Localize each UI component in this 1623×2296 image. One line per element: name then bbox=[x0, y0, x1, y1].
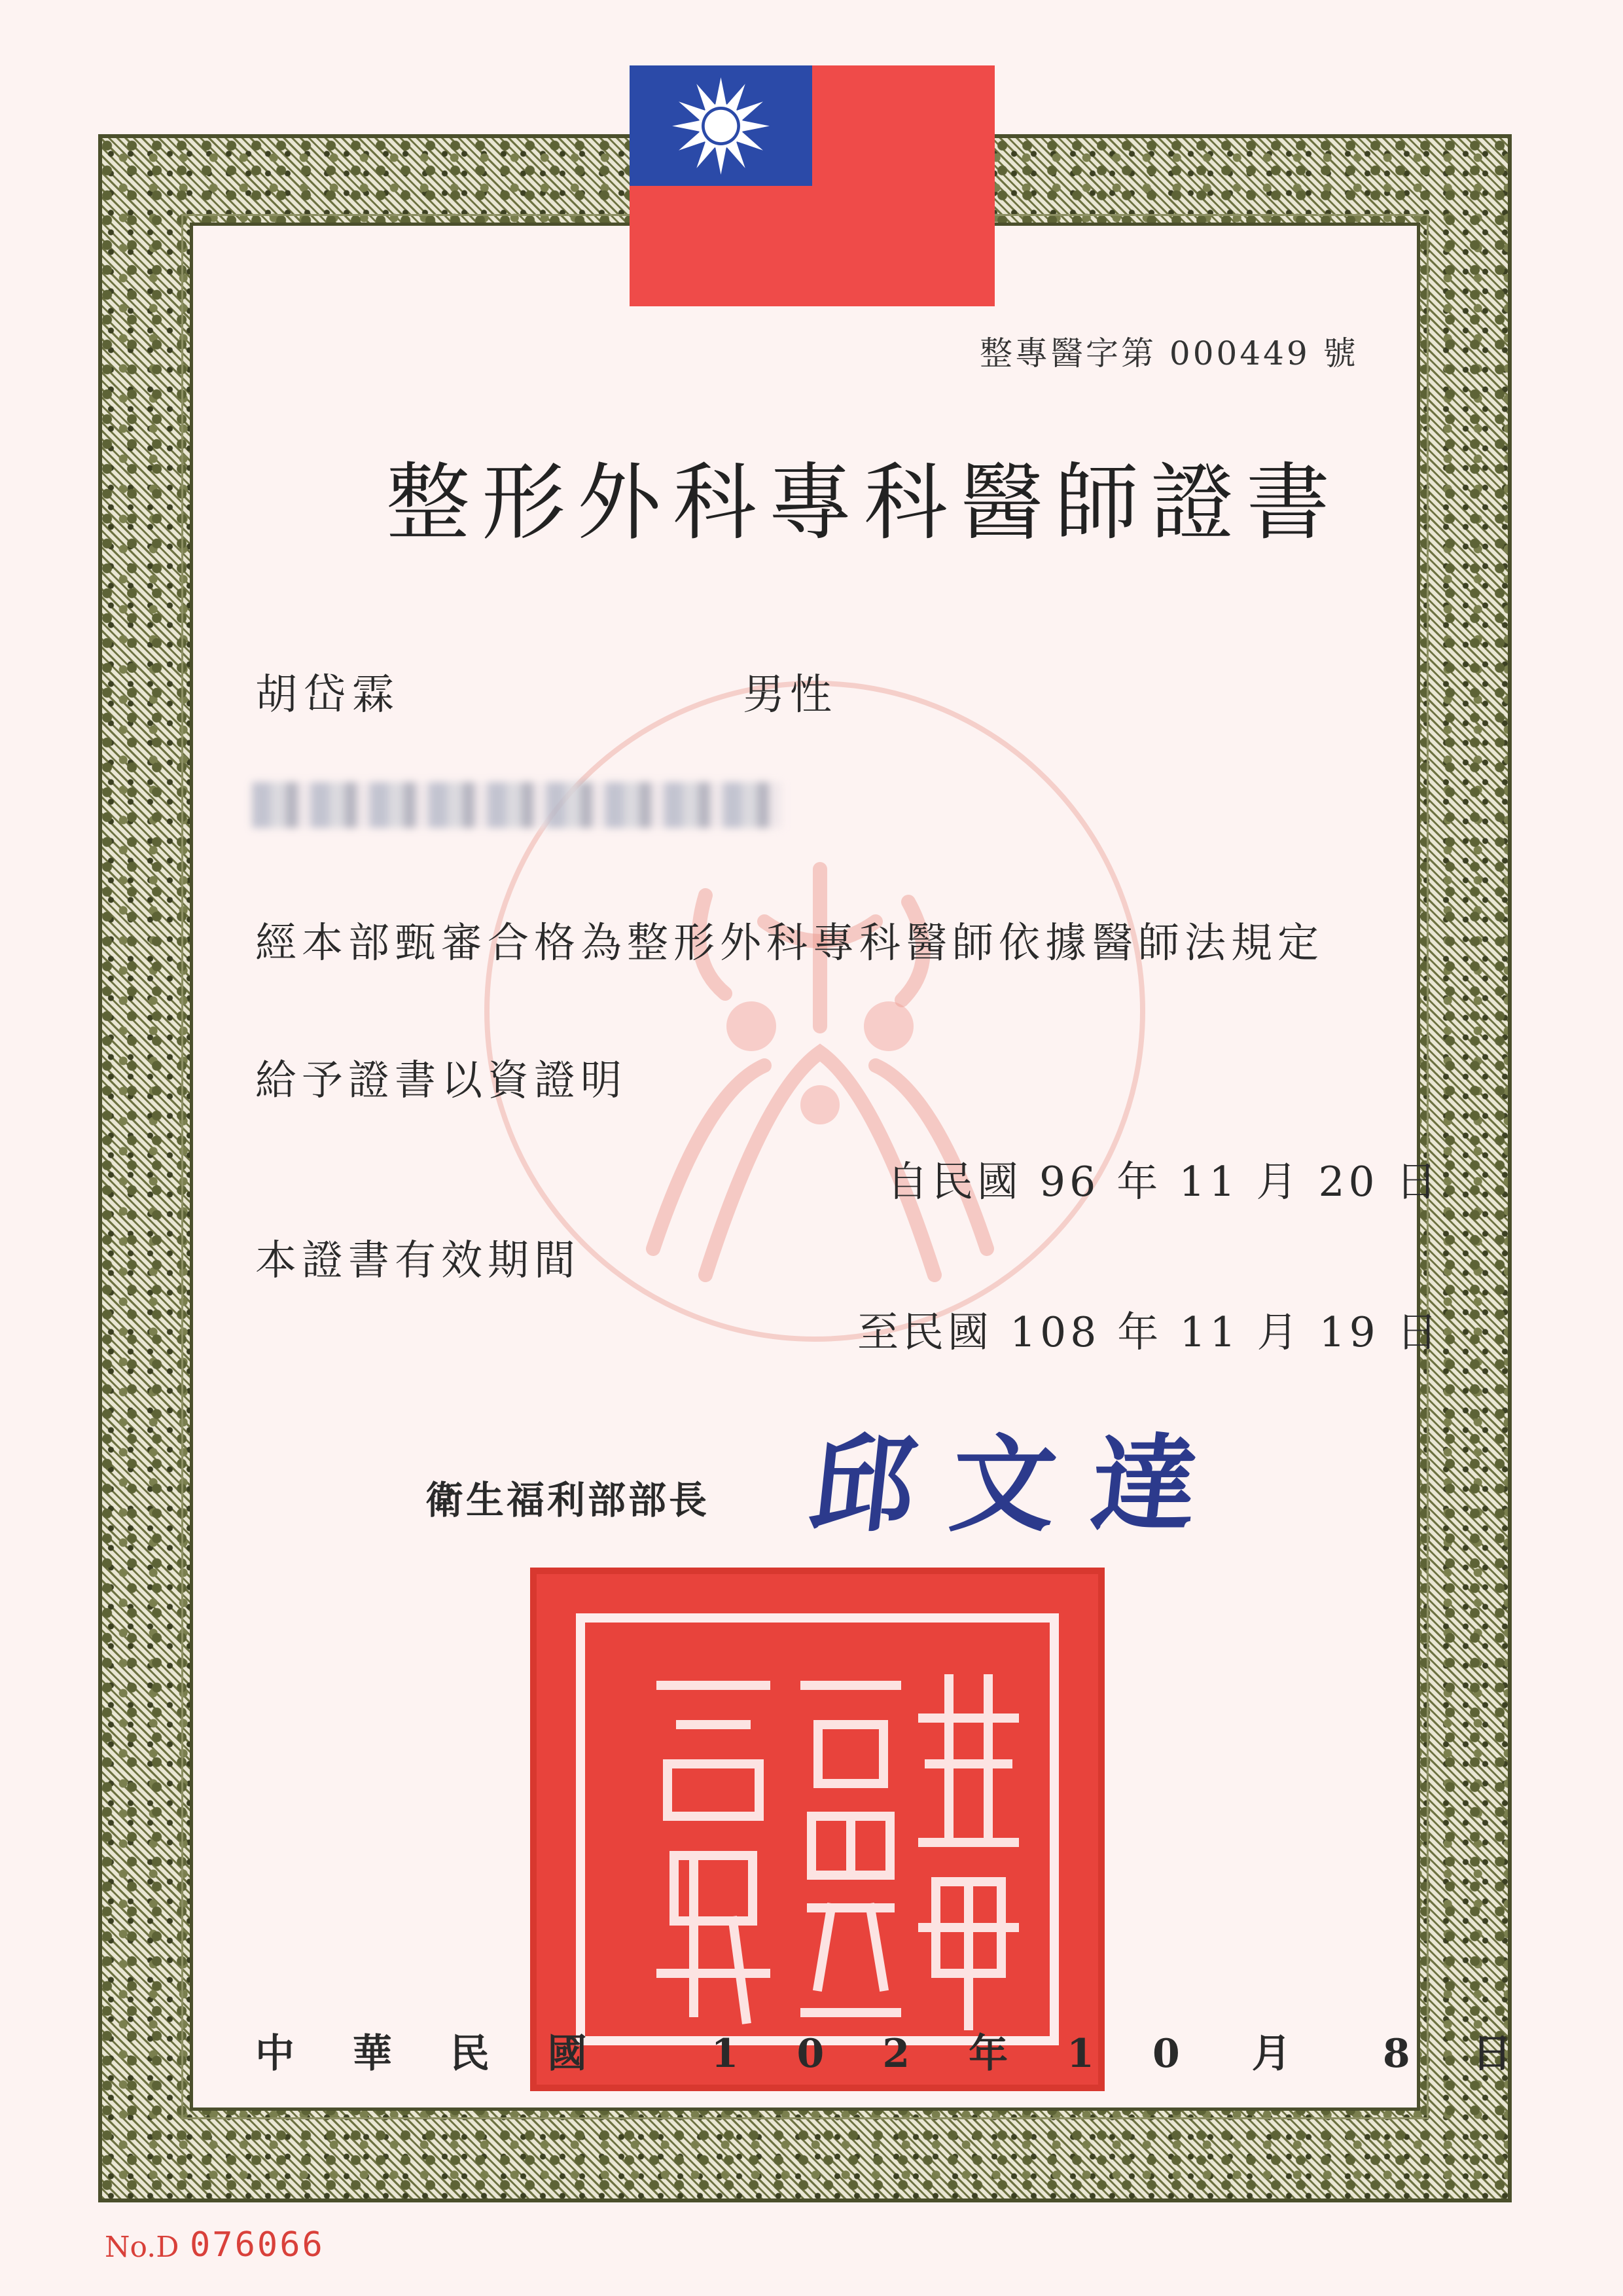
issue-day-unit: 日 bbox=[1472, 2031, 1512, 2077]
holder-name: 胡岱霖 bbox=[255, 671, 401, 719]
certificate-body-line-1: 經本部甄審合格為整形外科專科醫師依據醫師法規定 bbox=[255, 919, 1324, 967]
issue-date bbox=[255, 2022, 1518, 2079]
flag-canton bbox=[630, 65, 812, 186]
redacted-id-field bbox=[252, 782, 782, 828]
validity-period-label: 本證書有效期間 bbox=[255, 1236, 580, 1284]
certificate-title: 整形外科專科醫師證書 bbox=[386, 454, 1342, 552]
serial-number: 076066 bbox=[190, 2225, 325, 2265]
minister-signature: 邱文達 bbox=[804, 1423, 1240, 1546]
holder-gender: 男性 bbox=[743, 671, 837, 719]
validity-end-date: 至民國 108 年 11 月 19 日 bbox=[857, 1308, 1442, 1356]
white-sun-icon bbox=[670, 75, 772, 177]
issue-month-digit-1: 1 bbox=[1067, 2031, 1094, 2077]
issue-date-era: 中 華 民 國 bbox=[255, 2031, 609, 2077]
issue-month-digit-2: 0 bbox=[1152, 2031, 1180, 2077]
validity-start-date: 自民國 96 年 11 月 20 日 bbox=[887, 1158, 1441, 1206]
ministry-watermark-emblem bbox=[484, 681, 1145, 1342]
national-flag bbox=[630, 65, 995, 306]
official-seal bbox=[530, 1568, 1105, 2091]
issue-year-digit-3: 2 bbox=[882, 2031, 910, 2077]
issue-year-digit-2: 0 bbox=[796, 2031, 825, 2077]
minister-title: 衛生福利部部長 bbox=[425, 1478, 710, 1522]
serial-prefix: No.D bbox=[105, 2231, 179, 2264]
issue-year-unit: 年 bbox=[969, 2031, 1008, 2077]
issue-day: 8 bbox=[1382, 2031, 1410, 2077]
issue-month-unit: 月 bbox=[1251, 2031, 1291, 2077]
certificate-number: 整專醫字第 000449 號 bbox=[980, 334, 1359, 372]
certificate-body-line-2: 給予證書以資證明 bbox=[255, 1056, 627, 1104]
issue-year-digit-1: 1 bbox=[711, 2031, 739, 2077]
seal-characters-graphic bbox=[530, 1568, 1105, 2091]
